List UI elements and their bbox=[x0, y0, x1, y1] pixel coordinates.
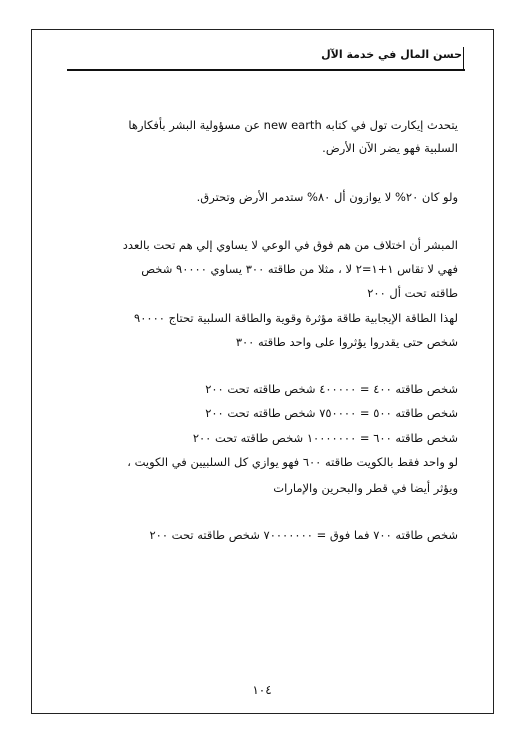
text-line: لهذا الطاقة الإيجابية طاقة مؤثرة وقوية والطاقة السلبية تحتاج ٩٠٠٠٠ bbox=[134, 311, 458, 325]
text-line: شخص طاقته ٤٠٠ = ٤٠٠٠٠٠ شخص طاقته تحت ٢٠٠ bbox=[205, 382, 458, 396]
header-divider-tick bbox=[463, 47, 464, 71]
page-number: ١٠٤ bbox=[252, 683, 272, 697]
text-line: يتحدث إيكارت تول في كتابه new earth عن مسؤولية البشر بأفكارها bbox=[128, 118, 458, 132]
text-line: فهي لا تقاس ١+١=٢ لا ، مثلا من طاقته ٣٠٠ يساوي ٩٠٠٠٠ شخص bbox=[141, 262, 458, 276]
text-line: شخص طاقته ٥٠٠ = ٧٥٠٠٠٠ شخص طاقته تحت ٢٠٠ bbox=[205, 406, 458, 420]
text-line: المبشر أن اختلاف من هم فوق في الوعي لا يساوي إلي هم تحت بالعدد bbox=[122, 238, 458, 252]
text-line: شخص حتى يقدروا يؤثروا على واحد طاقته ٣٠٠ bbox=[235, 335, 458, 349]
text-line: السلبية فهو يضر الآن الأرض. bbox=[322, 141, 458, 155]
text-line: ويؤثر أيضا في قطر والبحرين والإمارات bbox=[273, 481, 458, 495]
running-header-title: حسن المال في خدمة الآل bbox=[321, 48, 462, 61]
text-line: شخص طاقته ٧٠٠ فما فوق = ٧٠٠٠٠٠٠٠ شخص طاقته تحت ٢٠٠ bbox=[149, 528, 458, 542]
text-line: شخص طاقته ٦٠٠ = ١٠٠٠٠٠٠٠ شخص طاقته تحت ٢٠٠ bbox=[192, 431, 458, 445]
header-divider bbox=[67, 69, 465, 71]
text-line: لو واحد فقط بالكويت طاقته ٦٠٠ فهو يوازي كل السلبيين في الكويت ، bbox=[127, 455, 458, 469]
text-line: طاقته تحت أل ٢٠٠ bbox=[367, 286, 458, 300]
text-line: ولو كان ٢٠% لا يوازون أل ٨٠% ستدمر الأرض وتحترق. bbox=[196, 190, 458, 204]
